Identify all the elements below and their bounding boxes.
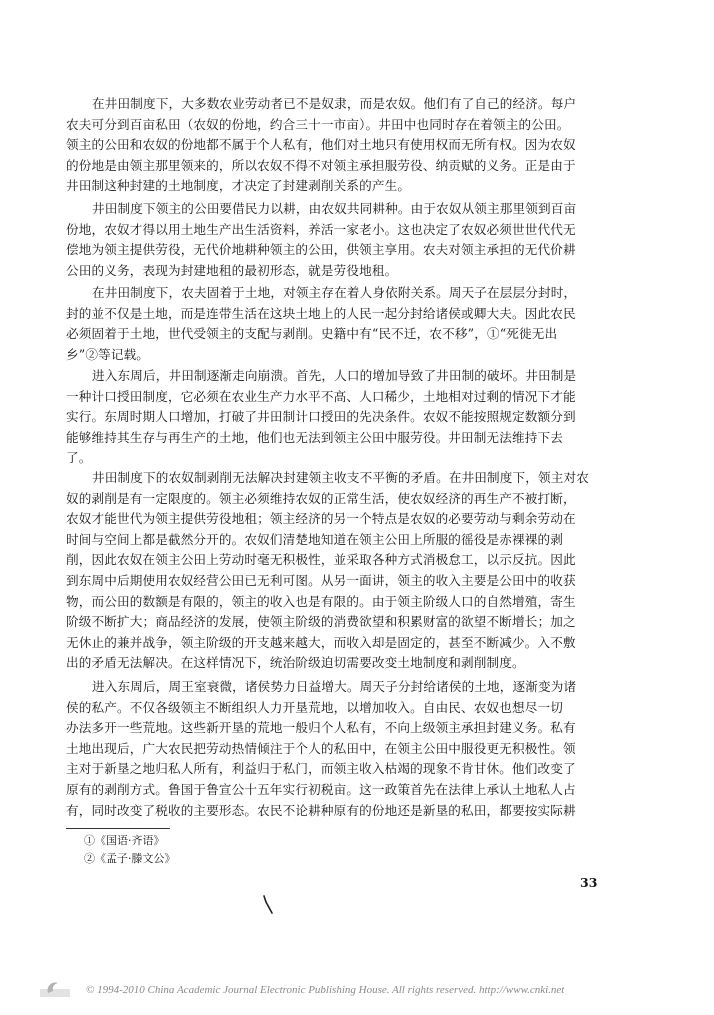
- text-line: 出的矛盾无法解决。在这样情况下，统治阶级迫切需要改变土地制度和剥削制度。: [66, 655, 525, 671]
- text-line: 在井田制度下，农夫固着于土地，对领主存在着人身依附关系。周天子在层层分封时，: [92, 285, 577, 300]
- text-line: 进入东周后，井田制逐渐走向崩溃。首先，人口的增加导致了井田制的破坏。井田制是: [92, 368, 577, 383]
- text-line: 时间与空间上都是截然分开的。农奴们清楚地知道在领主公田上所服的徭役是赤裸裸的剥: [66, 531, 564, 547]
- footnote-1: ①《国语·齐语》: [84, 834, 165, 847]
- text-line: 井田制度下的农奴制剥削无法解决封建领主收支不平衡的矛盾。在井田制度下，领主对农: [92, 470, 590, 485]
- footnote-2: ②《孟子·滕文公》: [84, 852, 176, 865]
- text-line: 封的並不仅是土地，而是连带生活在这块土地上的人民一起分封给诸侯或卿大夫。因此农民: [66, 305, 576, 321]
- text-line: 削，因此农奴在领主公田上劳动时毫无积极性，並采取各种方式消极怠工，以示反抗。因此: [66, 552, 576, 568]
- text-line: 井田制度下领主的公田要借民力以耕，由农奴共同耕种。由于农奴从领主那里领到百亩: [92, 201, 577, 216]
- text-line: 农夫可分到百亩私田（农奴的份地，约合三十一市亩）。井田中也同时存在着领主的公田。: [66, 116, 570, 132]
- text-line: 乡”②等记载。: [66, 346, 150, 362]
- text-line: 公田的义务，表现为封建地租的最初形态，就是劳役地租。: [66, 262, 398, 278]
- footnote-divider: [66, 828, 170, 829]
- text-line: 领主的公田和农奴的份地都不属于个人私有，他们对土地只有使用权而无所有权。因为农奴: [66, 137, 576, 153]
- text-line: 奴的剥削是有一定限度的。领主必须维持农奴的正常生活，使农奴经济的再生产不被打断，: [66, 490, 576, 506]
- text-line: 了。: [66, 450, 92, 466]
- text-line: 偿地为领主提供劳役，无代价地耕种领主的公田，供领主享用。农夫对领主承担的无代价耕: [66, 242, 576, 258]
- text-line: 侯的私产。不仅各级领主不断组织人力开垦荒地，以增加收入。自由民、农奴也想尽一切: [66, 699, 564, 715]
- text-line: 土地出现后，广大农民把劳动热情倾注于个人的私田中，在领主公田中服役更无积极性。领: [66, 740, 576, 756]
- text-line: 一种计口授田制度，它必须在农业生产力水平不高、人口稀少，土地相对过剩的情况下才能: [66, 388, 576, 404]
- text-line: 进入东周后，周王室衰微，诸侯势力日益增大。周天子分封给诸侯的土地，逐渐变为诸: [92, 679, 577, 694]
- text-line: 在井田制度下，大多数农业劳动者已不是奴隶，而是农奴。他们有了自己的经济。每户: [92, 96, 577, 111]
- text-line: 阶级不断扩大；商品经济的发展，使领主阶级的消费欲望和积累财富的欲望不断增长；加之: [66, 614, 576, 630]
- paragraph-5: [66, 468, 632, 674]
- page-number: 33: [580, 875, 598, 890]
- text-line: 到东周中后期使用农奴经营公田已无利可图。从另一面讲，领主的收入主要是公田中的收获: [66, 572, 576, 588]
- text-line: 无休止的兼并战争，领主阶级的开支越来越大，而收入却是固定的，甚至不断减少。入不敷: [66, 634, 576, 650]
- text-line: 物，而公田的数额是有限的，领主的收入也是有限的。由于领主阶级人口的自然增殖，寄生: [66, 593, 576, 609]
- paragraph-4: [66, 366, 632, 469]
- paragraph-2: [66, 199, 632, 281]
- cnki-logo-icon: [40, 977, 70, 999]
- text-line: 有，同时改变了税收的主要形态。农民不论耕种原有的份地还是新垦的私田，都要按实际耕: [66, 802, 576, 818]
- text-line: 办法多开一些荒地。这些新开垦的荒地一般归个人私有，不向上级领主承担封建义务。私有: [66, 720, 576, 736]
- text-line: 农奴才能世代为领主提供劳役地租；领主经济的另一个特点是农奴的必要劳动与剩余劳动在: [66, 511, 576, 527]
- scan-mark: [262, 894, 274, 916]
- text-line: 的份地是由领主那里领来的，所以农奴不得不对领主承担服劳役、纳贡赋的义务。正是由于: [66, 157, 576, 173]
- text-line: 必须固着于土地，世代受领主的支配与剥削。史籍中有“民不迁，农不移”，①“死徙无出: [66, 326, 558, 342]
- paragraph-1: [66, 94, 632, 197]
- copyright-footer: © 1994-2010 China Academic Journal Electronic Publishing House. All rights reserved. http://www.cnki.net: [86, 984, 565, 996]
- text-line: 实行。东周时期人口增加，打破了井田制计口授田的先决条件。农奴不能按照规定数额分到: [66, 409, 576, 425]
- text-line: 能够维持其生存与再生产的土地，他们也无法到领主公田中服劳役。井田制无法维持下去: [66, 429, 564, 445]
- text-line: 原有的剥削方式。鲁国于鲁宣公十五年实行初税亩。这一政策首先在法律上承认土地私人占: [66, 781, 576, 797]
- text-line: 主对于新垦之地归私人所有，利益归于私门，而领主收入枯竭的现象不肯甘休。他们改变了: [66, 761, 576, 777]
- text-line: 井田制这种封建的土地制度，才决定了封建剥削关系的产生。: [66, 178, 411, 194]
- text-line: 份地，农奴才得以用土地生产出生活资料，养活一家老小。这也决定了农奴必须世世代代无: [66, 221, 576, 237]
- paragraph-6: [66, 677, 632, 821]
- paragraph-3: [66, 283, 632, 365]
